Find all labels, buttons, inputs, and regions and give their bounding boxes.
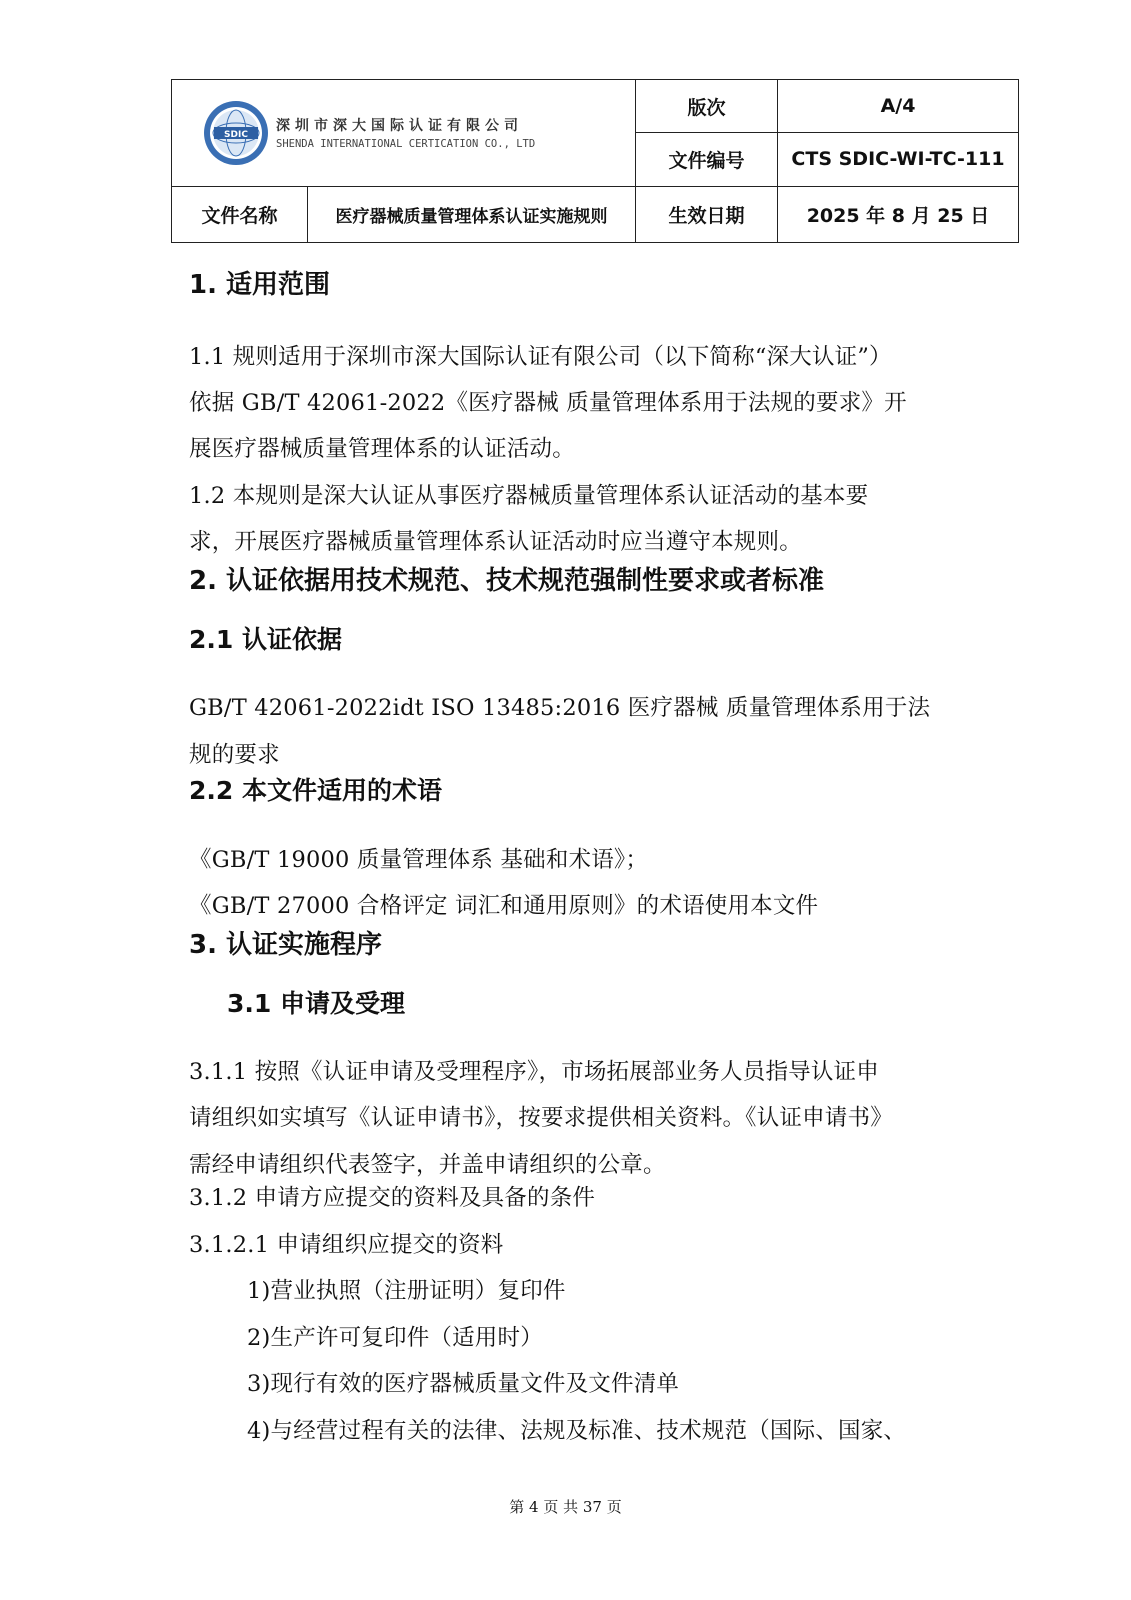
doc-name-label: 文件名称	[172, 186, 308, 242]
version-label: 版次	[636, 80, 778, 133]
paragraph-line: GB/T 42061-2022idt ISO 13485:2016 医疗器械 质量管理体系用于法	[189, 695, 931, 721]
section-3-heading: 3. 认证实施程序	[189, 930, 383, 960]
section-1-heading: 1. 适用范围	[189, 270, 331, 300]
section-3-1-heading: 3.1 申请及受理	[227, 989, 405, 1018]
page-number-footer: 第 4 页 共 37 页	[509, 1498, 622, 1516]
section-2-heading: 2. 认证依据用技术规范、技术规范强制性要求或者标准	[189, 566, 825, 596]
document-header-table	[171, 79, 1019, 243]
version-value: A/4	[778, 80, 1019, 133]
paragraph-line: 1.2 本规则是深大认证从事医疗器械质量管理体系认证活动的基本要	[189, 483, 869, 509]
logo-text: SDIC	[224, 129, 248, 140]
paragraph-line: 规的要求	[189, 742, 280, 768]
paragraph-line: 请组织如实填写《认证申请书》，按要求提供相关资料。《认证申请书》	[189, 1105, 893, 1131]
doc-number-value: CTS SDIC-WI-TC-111	[778, 133, 1019, 186]
doc-name-value: 医疗器械质量管理体系认证实施规则	[308, 186, 636, 242]
paragraph-line: 求，开展医疗器械质量管理体系认证活动时应当遵守本规则。	[189, 529, 802, 555]
section-2-2-heading: 2.2 本文件适用的术语	[189, 776, 442, 805]
company-name-cn: 深圳市深大国际认证有限公司	[276, 118, 523, 135]
paragraph-line: 展医疗器械质量管理体系的认证活动。	[189, 436, 575, 462]
company-name-en: SHENDA INTERNATIONAL CERTICATION CO., LTD	[276, 138, 536, 151]
effective-date-value: 2025 年 8 月 25 日	[778, 186, 1019, 242]
paragraph-line: 依据 GB/T 42061-2022《医疗器械 质量管理体系用于法规的要求》开	[189, 390, 907, 416]
paragraph-line: 《GB/T 27000 合格评定 词汇和通用原则》的术语使用本文件	[189, 893, 819, 919]
doc-number-label: 文件编号	[636, 133, 778, 186]
list-item: 1)营业执照（注册证明）复印件	[247, 1278, 566, 1304]
paragraph-line: 3.1.2 申请方应提交的资料及具备的条件	[189, 1185, 596, 1211]
paragraph-line: 3.1.1 按照《认证申请及受理程序》，市场拓展部业务人员指导认证申	[189, 1059, 879, 1085]
effective-date-label: 生效日期	[636, 186, 778, 242]
list-item: 2)生产许可复印件（适用时）	[247, 1325, 543, 1351]
paragraph-line: 《GB/T 19000 质量管理体系 基础和术语》；	[189, 847, 649, 873]
list-item: 3)现行有效的医疗器械质量文件及文件清单	[247, 1371, 680, 1397]
section-2-1-heading: 2.1 认证依据	[189, 625, 342, 654]
paragraph-line: 1.1 规则适用于深圳市深大国际认证有限公司（以下简称“深大认证”）	[189, 344, 892, 370]
company-logo-cell	[172, 80, 636, 187]
paragraph-line: 3.1.2.1 申请组织应提交的资料	[189, 1232, 504, 1258]
paragraph-line: 需经申请组织代表签字，并盖申请组织的公章。	[189, 1152, 666, 1178]
company-logo	[202, 99, 270, 167]
list-item: 4)与经营过程有关的法律、法规及标准、技术规范（国际、国家、	[247, 1418, 907, 1444]
